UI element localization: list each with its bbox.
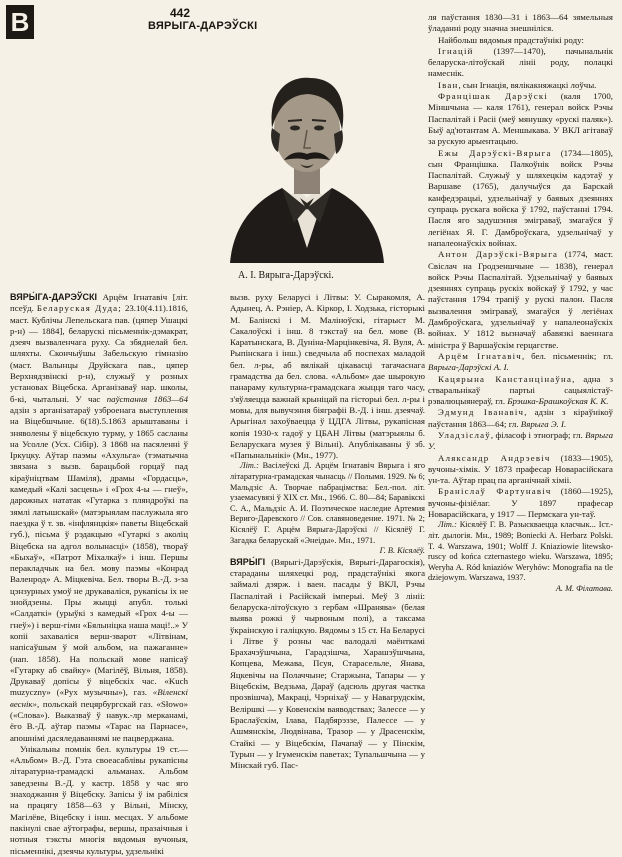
column-3 bbox=[428, 12, 613, 595]
family-member-entry bbox=[428, 486, 613, 520]
cross-reference: Вярыга Э. І. bbox=[520, 418, 567, 429]
portrait-image bbox=[222, 48, 392, 263]
article-vyryha-paragraph-2: Унікальны помнік бел. культуры 19 ст.— «Альбом» В.-Д. Гэта своеасаблівы рукапісны літаратурна-грамадскі альманах. Альбом заведзены В.-Д. у кастр. 1858 у час яго знаходжання ў Віцебску. Запісы ў ім рабіліся на працягу 1858—63 у Вільні, Мінску, Магілёве, Віцебску і інш. месцах. У альбоме пакінулі свае аўтографы, вершы, празаічныя і нотныя тэксты многія вядомыя вучоныя, пісьменнікі, дзеячы культуры, удзельнікі bbox=[10, 743, 188, 856]
running-head: ВЯРЫГА-ДАРЭЎСКІ bbox=[148, 20, 258, 32]
family-member-name: Антон Дарэўскі-Вярыга bbox=[438, 249, 559, 260]
literature-list bbox=[230, 461, 425, 556]
family-member-name: Іван bbox=[438, 79, 459, 90]
person-name: Арцём Ігнатавіч bbox=[102, 292, 168, 302]
text-run: , філасоф і этнограф; гл. bbox=[490, 429, 586, 440]
text-run: (каля 1700, Міншчына — каля 1761), генерал войск Рэчы Паспалітай і Расіі (меў мянушку «рускі паляк»). Быў ад'ютантам А. Меншыкава. У ВКЛ агітаваў за рускую арыентацыю. bbox=[428, 91, 613, 147]
family-member-entry bbox=[428, 453, 613, 487]
family-member-entry bbox=[428, 148, 613, 250]
family-member-name: Ігнацій bbox=[438, 45, 474, 56]
cross-reference: «Віленскі веснік» bbox=[10, 687, 188, 709]
literature-label: Літ.: bbox=[438, 520, 457, 530]
family-member-name: Францішак Дарэўскі bbox=[438, 91, 549, 102]
text-run: (1774, маст. Свіслач на Гродзеншчыне — 1838), генерал войск Рэчы Паспалітай. Удзельнічаў у баявых дзеяннях супраць рускіх войскаў ў 1792, у час паўстання 1794 трапіў у рускі палон. Пасля вызвалення эміграваў, змагаўся ў легіёнах Дамброўскага, удзельнічаў у напалеонаўскіх войнах. У 1812 вызначаў абавязкі ваеннага міністра ў Варшаўскім герцагстве. bbox=[428, 249, 613, 350]
author-signature: А. М. Філатава. bbox=[555, 583, 613, 593]
literature-text: Васілеўскі Д. Арцём Ігнатавіч Вярыга і яго літаратурна-грамадская чынасць // Полымя. 1929. № 6; Мальдзіс А. Творчае пабрацімства: Бел.-пол. літ. узаемасувязі ў XIX ст. Мн., 1966. С. 80—84; Баравікскі С. А., Мальдзіс А. И. Поэтическое наследие Артемия Вериго-Даревского // Сов. славяноведение. 1971. № 2; Кісялёў Г. Арцём Вярыга-Дарэўскі // Кісялёў Г. Загадка беларускай «Энеіды». Мн., 1971. bbox=[230, 461, 425, 545]
column-1 bbox=[10, 292, 188, 857]
article-vyryhi-paragraph-3: Найбольш вядомыя прадстаўнікі роду: bbox=[438, 34, 584, 45]
family-member-entry bbox=[428, 46, 613, 80]
text-run: , польскай пецярбургскай газ. «Słowo» («Слова»). Выказваў ў навук.-лр мерканамі, ёго В.-Д. аўтар паэмы «Тарас на Парнасе», апошнімі дасяледаваннямі не пацверджана. bbox=[10, 698, 188, 743]
article-vyryha-paragraph-1 bbox=[10, 292, 188, 744]
text-run: (1734—1805), сын Францішка. Палкоўнік войск Рэчы Паспалітай. Служыў у шляхецкім кадэтаў у Варшаве (1765), далучыўся да Барскай канфедэрацыі, удзельнічаў у баявых дзеяннях супраць рускага войска ў 1792, паўстанні 1794. Пасля яго задушэння эміграваў, змагаўся ў легіёнах Я. Г. Дамброўскага, удзельнічаў у напалеонаўскіх войнах. bbox=[428, 147, 614, 248]
family-member-name: Уладзіслаў bbox=[438, 429, 491, 440]
family-member-name: Ежы Дарэўскі-Вярыга bbox=[438, 147, 552, 158]
text-run: (1860—1925), вучоны-фізіёлаг. У 1897 прафесар Новарасійскага, у 1917 — Пермскага ун-таў. bbox=[428, 486, 614, 520]
literature-label: Літ.: bbox=[240, 461, 259, 471]
headword: ВЯРЫ́ГІ bbox=[230, 556, 266, 567]
family-member-entry bbox=[428, 430, 613, 453]
family-member-entry bbox=[428, 91, 613, 147]
article-vyryhi-paragraph-1 bbox=[230, 557, 425, 772]
text-run: , адзін з кіраўнікоў паўстання 1863—64; гл. bbox=[428, 407, 613, 429]
text-run: (1397—1470), пачынальнік беларуска-літоўскай лініі роду, полацкі намеснік. bbox=[428, 45, 613, 79]
text-run: , бел. пісьменнік; гл. bbox=[521, 350, 613, 361]
family-member-name: Браніслаў Фартунавіч bbox=[438, 486, 552, 497]
cross-reference: Брэшка-Брашкоўская К. К. bbox=[507, 396, 609, 407]
text-run: [літ. псеўд. bbox=[10, 292, 188, 314]
family-member-entry bbox=[428, 249, 613, 351]
family-member-name: Арцём Ігнатавіч bbox=[438, 350, 522, 361]
headword: ВЯРЫ́ГА-ДАРЭЎСКІ bbox=[10, 292, 97, 302]
cross-reference: Вярыга-Дарэўскі А. І. bbox=[428, 362, 509, 373]
text-run: 23.10(4.11).1816, маст. Кублічы Лепельскага пав. (цяпер Ушацкі р-н) — 1884], беларускі пісьменнік-дэмакрат, дзеяч вызваленчага руху. Са збяднелай бел. шляхты. Скончыўшы Забельскую гімназію (маст. Валынцы Друйскага пав., цяпер Верхнядзвінскі р-н), служыў у розных установах Віцебска. Арганізаваў нар. школы, б-кі, чытальні. У час bbox=[10, 303, 188, 404]
portrait-caption: А. І. Вярыга-Дарэўскі. bbox=[238, 270, 334, 281]
text-run: (1833—1905), вучоны-хімік. У 1873 прафесар Новарасійскага ун-та. Аўтар прац па арганічнай хіміі. bbox=[428, 452, 613, 486]
pseudonym: Беларуская Дуда; bbox=[36, 303, 122, 314]
text-run: адзін з арганізатараў узброенага выступлення на Віцебшчыне. 6(18).5.1863 арыштаваны і зняволены ў віцебскую турму, у 1865 сасланы на Усолле (Усх. Сібір). З 1868 на пасяленні ў Іркуцку. Аўтар паэмы «Ахульга» (тэматычна звязана з вызв. барацьбой горцаў пад кіраўніцтвам Шаміля), драмы «Гордасць», камедый «Калі засцень» і «Грох 4-ы — гнеў», дарожных нататак «Гутарка з пляндроўкі па зямлі латышскай» (матэрыялам паслужыла яго паездка ў т. зв. «інфлянцкія» паветы Віцебскай губ.), пісьма ў рэдакцыю «Гутаркі з аколіц Віцебска на адгол волынасці» (1858), твораў «Быхаў», «Патрот Міхалкаў» і інш. Першы перакладчык на бел. мову паэмы «Конрад Валенрод» А. Міцкевіча. Бел. творы В.-Д. з-за цэнзурных умоў не друкаваліся, рукапісы іх не знойдзены. Пры жыцці апубл. толькі «Салдаткі» (урыўкі з камедый «Грох 4-ы — гнеў») і верш-гімн «Бялыніцка наша маці!..» У копіі захаваліся верш-зварот «Літвінам, напісаўшым ў мой альбом, на пажаганне» (нап. 1858). На польскай мове напісаў «Гутарку аб свайку» (Магілёў, Вільня, 1858). Друкаваў допісы ў віцебскіх час. «Kuch muzyczny» («Рух музычны»), газ. bbox=[10, 404, 188, 698]
family-member-name: Эдмунд Іванавіч bbox=[438, 407, 525, 418]
family-member-entry bbox=[428, 374, 613, 408]
text-run: , адна з стваральнікаў партыі сацыялістаў-рэвалюцыянераў, гл. bbox=[428, 373, 613, 407]
section-letter: В bbox=[6, 5, 34, 39]
article-vyryhi-paragraph-2: ля паўстання 1830—31 і 1863—64 зямельныя ўладанні роду значна знешніліся. bbox=[428, 12, 613, 34]
page-number: 442 bbox=[170, 6, 191, 20]
family-member-name: Кацярына Канстанцінаўна bbox=[438, 373, 573, 384]
family-member-name: Аляксандр Андрэевіч bbox=[438, 452, 551, 463]
cross-reference: Вярыга У. bbox=[428, 429, 613, 452]
column-2 bbox=[230, 292, 425, 771]
family-member-entry bbox=[428, 351, 613, 374]
author-signature: Г. В. Кісялёў. bbox=[379, 546, 425, 556]
cross-reference: паўстання 1863—64 bbox=[106, 393, 188, 404]
family-member-entry bbox=[428, 407, 613, 430]
family-member-entry bbox=[428, 80, 613, 91]
literature-text: Кісялёў Г. В. Разыскваецца класчык... Іст.-літ. дылогія. Мн., 1989; Boniecki A. Herbarz Polski. T. 4. Warszawa, 1901; Wolff J. Kniaziowie litewsko-ruscy od końca czternastego wieku. Warszawa, 1895; Weryha A. Ród kniaziów Weryhów: Monografia na tle dziejowym. Warszawa, 1937. bbox=[428, 520, 613, 583]
text-run: (Вярыгі-Дарэўскія, Вярыгі-Дарагоскія), стараданы шляхецкі род, прадстаўнікі якога займалі дзярж. і ваен. пасады ў ВКЛ, Рэчы Паспалітай і Расійскай імперыі. Меў 3 лініі: беларуска-літоўскую з гербам «Шранява» (белая выява рожкі ў чырвоным полі), а таксама ўкраінскую і галіцкую. Вядомы з 15 ст. На Беларусі і Літве ў розны час валодалі маёнткамі Брахачэўшчына, Гарадзішча, Харашэўшчына, Копцева, Межава, Псуя, Старасельле, Янава, Яцкевічы на Полаччыне; Старжына, Тапары — у Віцебскім, Ведзьма, Дараў (адсюль другая частка прозвішча), Макраці, Чэрніхаў — у Навагрудскім, Веліршкі — у Ковенскім ваяводствах; Залессе — у Браслаўскім, Ілава, Падбярэззе, Палессе — у Ашмянскім, Людвінава, Тразор — у Драсенскім, Стайкі — у Віцебскім, Пачапаў — у Пінскім, Турын — у Ігуменскім паветах; Тупальшчына — у Мінскай губ. Пас- bbox=[230, 556, 425, 771]
literature-list bbox=[428, 520, 613, 594]
article-vyryha-paragraph-3: вызв. руху Беларусі і Літвы: У. Сыракомля, А. Адынец, А. Рэнiер, А. Кіркор, І. Ходзька, гісторыкі М. Балінскі і М. Маліноўскі, гітарыст М. Сакалоўскі і інш. 8 тэкстаў на бел. мове (В. Каратынскага, В. Дуніна-Марцінкевіча, Я. Вуля, А. Рыпінскага і інш.) сведчыла аб поспехах маладой бел. л-ры, аб вялікай цікавасці тагачаснага грамадства да бел. слова. «Альбом» дае шырокую панараму культурна-грамадскага жыцця таго часу, з'яўляецца важнай крыніцай па гісторыі бел. л-ры і мовы, для вывучэння біяграфіі В.-Д. і інш. дзеячаў. Арыгінал захоўваецца ў ЦДГА Літвы, рукапісная копія 1930-х гадоў у ЦБАН Літвы (матэрыялы б. Беларускага музея ў Вільні). Апублікаваны ў зб. «Папынальнікі» (Мн., 1977). bbox=[230, 292, 425, 461]
text-run: , сын Ігнація, вялікакняжацкі лоўчы. bbox=[458, 79, 597, 90]
